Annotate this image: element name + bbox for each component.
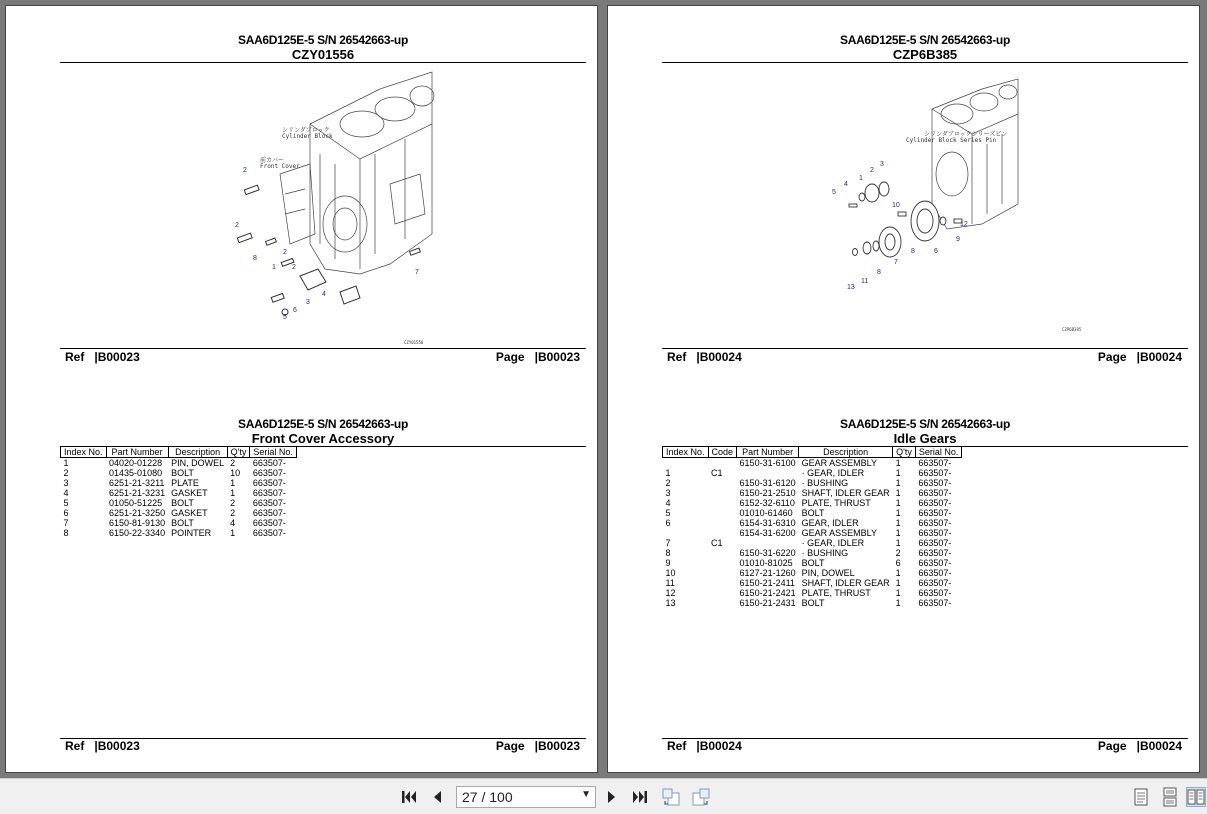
- idle-gears-diagram: [662, 64, 1188, 354]
- table-cell: 6150-31-6220: [739, 548, 796, 558]
- two-page-view-button[interactable]: [1186, 787, 1206, 807]
- table-cell: · BUSHING: [801, 548, 849, 558]
- table-cell: [708, 498, 737, 508]
- table-cell: SHAFT, IDLER GEAR: [801, 578, 890, 588]
- first-page-icon: [400, 788, 418, 806]
- callout-number: 7: [894, 259, 898, 266]
- table-cell: 8: [63, 528, 69, 538]
- page-value: |B00024: [1136, 739, 1182, 753]
- table-cell: 1: [895, 458, 901, 468]
- single-page-view-button[interactable]: [1131, 787, 1151, 807]
- rotate-forward-icon: [691, 787, 711, 807]
- table-cell: 13: [665, 598, 676, 608]
- table-cell: 6150-31-6100: [739, 458, 796, 468]
- table-cell: C1: [711, 468, 723, 478]
- table-cell: 1: [895, 578, 901, 588]
- table-cell: 1: [895, 518, 901, 528]
- table-cell: C1: [711, 538, 723, 548]
- parts-table: [60, 446, 297, 538]
- table-row: [61, 468, 297, 478]
- column-header: Serial No.: [915, 447, 962, 458]
- page-label: Page: [1097, 350, 1127, 364]
- callout-number: 2: [292, 264, 296, 271]
- table-cell: GEAR ASSEMBLY: [801, 458, 877, 468]
- page-number-select[interactable]: [456, 786, 596, 808]
- parts-table: [662, 446, 962, 608]
- table-cell: 2: [230, 458, 236, 468]
- sheet-front-cover-diagram: [60, 6, 586, 389]
- table-cell: 1: [63, 458, 69, 468]
- table-row: [61, 518, 297, 528]
- table-cell: PLATE, THRUST: [801, 588, 871, 598]
- figure-code: CZP6B385: [892, 47, 958, 62]
- column-header: Part Number: [106, 447, 168, 458]
- table-cell: 6: [895, 558, 901, 568]
- table-cell: 10: [665, 568, 676, 578]
- table-cell: 663507-: [918, 518, 952, 528]
- ref-field: [65, 350, 140, 364]
- prev-page-button[interactable]: [427, 787, 447, 807]
- table-cell: 663507-: [918, 538, 952, 548]
- page-field: [1098, 350, 1182, 364]
- table-cell: 1: [230, 528, 236, 538]
- table-cell: 01010-81025: [739, 558, 793, 568]
- table-cell: BOLT: [801, 558, 825, 568]
- section-title: Idle Gears: [893, 431, 957, 446]
- callout-label: Front Cover: [260, 163, 300, 170]
- page-label: Page: [495, 350, 525, 364]
- last-page-icon: [631, 788, 649, 806]
- ref-field: [667, 739, 742, 753]
- table-cell: 663507-: [252, 528, 286, 538]
- table-cell: [708, 528, 737, 538]
- table-cell: 5: [665, 508, 671, 518]
- table-cell: 2: [230, 498, 236, 508]
- rule: [662, 62, 1188, 63]
- image-code: CZP6B385: [1062, 327, 1082, 332]
- page-label: Page: [1097, 739, 1127, 753]
- table-cell: 9: [665, 558, 671, 568]
- rule: [60, 348, 586, 349]
- table-cell: 1: [665, 468, 671, 478]
- callout-label: シリンダブロックシリーズピン: [924, 131, 1008, 138]
- table-cell: [737, 468, 799, 478]
- page-left: [5, 5, 598, 773]
- table-cell: 5: [63, 498, 69, 508]
- page-field: [496, 350, 580, 364]
- callout-number: 3: [880, 161, 884, 168]
- table-cell: 6150-21-2431: [739, 598, 796, 608]
- continuous-view-icon: [1161, 787, 1179, 807]
- callout-label: Cylinder Block: [282, 133, 333, 140]
- ref-label: Ref: [667, 739, 687, 753]
- table-cell: [708, 518, 737, 528]
- ref-value: |B00024: [696, 350, 742, 364]
- table-cell: 663507-: [918, 568, 952, 578]
- callout-number: 12: [960, 221, 968, 228]
- column-header: Index No.: [61, 447, 107, 458]
- table-cell: 1: [895, 568, 901, 578]
- table-cell: 6154-31-6310: [739, 518, 796, 528]
- table-cell: 12: [665, 588, 676, 598]
- page-field: [496, 739, 580, 753]
- table-cell: 1: [895, 488, 901, 498]
- table-row: [663, 508, 962, 518]
- ref-value: |B00023: [94, 350, 140, 364]
- callout-number: 3: [306, 299, 310, 306]
- column-header: Code: [708, 447, 737, 458]
- table-cell: 1: [895, 538, 901, 548]
- table-row: [61, 508, 297, 518]
- model-title: SAA6D125E-5 S/N 26542663-up: [238, 33, 408, 47]
- sheet-front-cover-parts: [60, 390, 586, 773]
- rule: [60, 62, 586, 63]
- table-cell: BOLT: [801, 508, 825, 518]
- table-cell: 6: [665, 518, 671, 528]
- table-row: [61, 528, 297, 538]
- callout-label: Cylinder Block Series Pin: [906, 137, 997, 144]
- table-cell: [708, 508, 737, 518]
- table-cell: 11: [665, 578, 675, 588]
- table-cell: 1: [895, 498, 901, 508]
- table-cell: 01010-61460: [739, 508, 793, 518]
- table-cell: 663507-: [918, 498, 952, 508]
- callout-number: 4: [322, 291, 326, 298]
- table-cell: 663507-: [252, 458, 286, 468]
- table-cell: 1: [895, 468, 901, 478]
- table-cell: [708, 478, 737, 488]
- table-cell: 663507-: [252, 488, 286, 498]
- table-cell: SHAFT, IDLER GEAR: [801, 488, 890, 498]
- table-cell: 3: [63, 478, 69, 488]
- table-cell: 6251-21-3250: [109, 508, 166, 518]
- table-cell: 1: [230, 488, 236, 498]
- table-row: [663, 588, 962, 598]
- table-row: [663, 498, 962, 508]
- table-header-row: [61, 447, 297, 458]
- table-cell: POINTER: [171, 528, 212, 538]
- callout-number: 13: [847, 284, 855, 291]
- table-cell: 663507-: [918, 508, 952, 518]
- table-cell: 663507-: [918, 478, 952, 488]
- page-field: [1098, 739, 1182, 753]
- ref-field: [667, 350, 742, 364]
- table-row: [61, 458, 297, 469]
- ref-field: [65, 739, 140, 753]
- two-page-view-icon: [1187, 788, 1205, 806]
- model-title: SAA6D125E-5 S/N 26542663-up: [840, 33, 1010, 47]
- table-row: [663, 578, 962, 588]
- prev-page-icon: [428, 788, 446, 806]
- table-cell: [708, 588, 737, 598]
- table-cell: · GEAR, IDLER: [801, 538, 865, 548]
- ref-label: Ref: [65, 350, 85, 364]
- table-cell: 663507-: [918, 488, 952, 498]
- table-cell: [708, 458, 737, 469]
- table-row: [663, 468, 962, 478]
- table-cell: 663507-: [918, 558, 952, 568]
- table-cell: [708, 568, 737, 578]
- page-indicator: 27 / 100: [462, 789, 513, 805]
- last-page-button[interactable]: [630, 787, 650, 807]
- table-cell: BOLT: [171, 518, 194, 528]
- column-header: Description: [799, 447, 893, 458]
- table-cell: [737, 538, 799, 548]
- table-row: [663, 538, 962, 548]
- table-cell: 6150-21-2411: [739, 578, 795, 588]
- column-header: Serial No.: [250, 447, 297, 458]
- table-cell: 01435-01080: [109, 468, 163, 478]
- table-cell: 3: [665, 488, 671, 498]
- callout-number: 10: [892, 202, 900, 209]
- table-cell: PLATE, THRUST: [801, 498, 871, 508]
- figure-code: CZY01556: [291, 47, 355, 62]
- table-cell: 6152-32-6110: [739, 498, 795, 508]
- callout-number: 2: [243, 167, 247, 174]
- table-cell: 6150-22-3340: [109, 528, 166, 538]
- callout-number: 1: [859, 175, 863, 182]
- first-page-button[interactable]: [399, 787, 419, 807]
- table-cell: [708, 558, 737, 568]
- table-cell: GASKET: [171, 508, 208, 518]
- table-cell: 8: [665, 548, 671, 558]
- callout-number: 6: [293, 307, 297, 314]
- next-page-icon: [603, 788, 621, 806]
- table-row: [61, 488, 297, 498]
- callout-label: シリンダブロック: [282, 127, 330, 134]
- table-cell: 4: [63, 488, 69, 498]
- column-header: Part Number: [737, 447, 799, 458]
- callout-number: 5: [283, 314, 287, 321]
- table-cell: 663507-: [918, 548, 952, 558]
- table-cell: GASKET: [171, 488, 208, 498]
- table-cell: · BUSHING: [801, 478, 849, 488]
- column-header: Index No.: [663, 447, 709, 458]
- parts-rows: [61, 458, 297, 539]
- table-cell: 663507-: [918, 578, 952, 588]
- table-cell: 6251-21-3231: [109, 488, 166, 498]
- table-cell: 663507-: [918, 458, 952, 468]
- table-cell: 6127-21-1260: [739, 568, 796, 578]
- sheet-idle-gears-diagram: [662, 6, 1188, 389]
- ref-label: Ref: [65, 739, 85, 753]
- table-cell: 7: [63, 518, 69, 528]
- table-cell: 663507-: [918, 588, 952, 598]
- table-cell: 4: [230, 518, 236, 528]
- callout-number: 5: [832, 189, 836, 196]
- table-cell: 10: [230, 468, 241, 478]
- table-cell: 663507-: [918, 528, 952, 538]
- table-cell: [663, 458, 709, 469]
- table-cell: 4: [665, 498, 671, 508]
- table-cell: 1: [895, 478, 901, 488]
- page-value: |B00024: [1136, 350, 1182, 364]
- callout-number: 8: [253, 255, 257, 262]
- single-page-view-icon: [1132, 787, 1150, 807]
- front-cover-diagram: [60, 64, 586, 354]
- model-title: SAA6D125E-5 S/N 26542663-up: [238, 417, 408, 431]
- table-cell: PIN, DOWEL: [171, 458, 225, 468]
- table-cell: PIN, DOWEL: [801, 568, 855, 578]
- table-cell: 1: [895, 528, 901, 538]
- callout-number: 11: [861, 278, 869, 285]
- table-cell: [708, 598, 737, 608]
- callout-number: 9: [956, 236, 960, 243]
- table-row: [663, 458, 962, 469]
- table-cell: 663507-: [252, 478, 286, 488]
- table-cell: 2: [895, 548, 901, 558]
- table-row: [663, 568, 962, 578]
- parts-rows: [663, 458, 962, 609]
- table-cell: BOLT: [171, 468, 194, 478]
- rotate-forward-button[interactable]: [691, 787, 711, 807]
- ref-label: Ref: [667, 350, 687, 364]
- table-row: [61, 478, 297, 488]
- table-cell: 6: [63, 508, 69, 518]
- table-row: [663, 488, 962, 498]
- table-cell: 2: [665, 478, 671, 488]
- table-cell: 6150-31-6120: [739, 478, 796, 488]
- table-cell: 1: [895, 508, 901, 518]
- table-cell: 04020-01228: [109, 458, 163, 468]
- table-cell: 6150-81-9130: [109, 518, 166, 528]
- callout-number: 2: [283, 249, 287, 256]
- table-cell: 6154-31-6200: [739, 528, 796, 538]
- table-cell: 663507-: [252, 518, 286, 528]
- table-row: [663, 528, 962, 538]
- navigation-toolbar: [0, 778, 1207, 814]
- model-title: SAA6D125E-5 S/N 26542663-up: [840, 417, 1010, 431]
- table-cell: 1: [895, 598, 901, 608]
- table-row: [663, 548, 962, 558]
- callout-number: 2: [870, 167, 874, 174]
- callout-number: 1: [272, 264, 276, 271]
- table-cell: GEAR, IDLER: [801, 518, 859, 528]
- sheet-idle-gears-parts: [662, 390, 1188, 773]
- table-cell: GEAR ASSEMBLY: [801, 528, 877, 538]
- section-title: Front Cover Accessory: [251, 431, 395, 446]
- table-cell: 663507-: [252, 468, 286, 478]
- continuous-view-button[interactable]: [1160, 787, 1180, 807]
- table-row: [663, 598, 962, 608]
- table-cell: 2: [230, 508, 236, 518]
- table-cell: 6150-21-2421: [739, 588, 796, 598]
- table-row: [663, 518, 962, 528]
- column-header: Q'ty: [893, 447, 916, 458]
- callout-number: 6: [934, 248, 938, 255]
- rule: [662, 348, 1188, 349]
- table-cell: [708, 548, 737, 558]
- image-code: CZY01556: [404, 340, 424, 345]
- rotate-back-icon: [661, 787, 681, 807]
- table-cell: 663507-: [918, 468, 952, 478]
- table-cell: · GEAR, IDLER: [801, 468, 865, 478]
- table-cell: 2: [63, 468, 69, 478]
- table-cell: 7: [665, 538, 671, 548]
- table-cell: 6251-21-3211: [109, 478, 165, 488]
- callout-label: 前カバー: [260, 157, 285, 164]
- table-row: [663, 478, 962, 488]
- table-cell: 663507-: [252, 498, 286, 508]
- ref-value: |B00024: [696, 739, 742, 753]
- table-cell: 1: [895, 588, 901, 598]
- table-cell: BOLT: [171, 498, 194, 508]
- table-cell: 1: [230, 478, 236, 488]
- column-header: Description: [168, 447, 227, 458]
- column-header: Q'ty: [227, 447, 250, 458]
- table-cell: PLATE: [171, 478, 199, 488]
- page-right: [607, 5, 1200, 773]
- chevron-down-icon: ▼: [581, 789, 591, 800]
- page-value: |B00023: [534, 350, 580, 364]
- table-row: [663, 558, 962, 568]
- table-cell: 663507-: [252, 508, 286, 518]
- table-cell: 663507-: [918, 598, 952, 608]
- table-cell: [663, 528, 709, 538]
- callout-number: 8: [911, 248, 915, 255]
- next-page-button[interactable]: [602, 787, 622, 807]
- table-row: [61, 498, 297, 508]
- ref-value: |B00023: [94, 739, 140, 753]
- table-header-row: [663, 447, 962, 458]
- table-cell: 6150-21-2510: [739, 488, 796, 498]
- callout-number: 2: [235, 222, 239, 229]
- callout-number: 4: [844, 181, 848, 188]
- page-value: |B00023: [534, 739, 580, 753]
- callout-number: 7: [415, 269, 419, 276]
- rotate-back-button[interactable]: [661, 787, 681, 807]
- callout-number: 8: [877, 269, 881, 276]
- table-cell: BOLT: [801, 598, 825, 608]
- table-cell: [708, 488, 737, 498]
- table-cell: 01050-51225: [109, 498, 163, 508]
- table-cell: [708, 578, 737, 588]
- page-label: Page: [495, 739, 525, 753]
